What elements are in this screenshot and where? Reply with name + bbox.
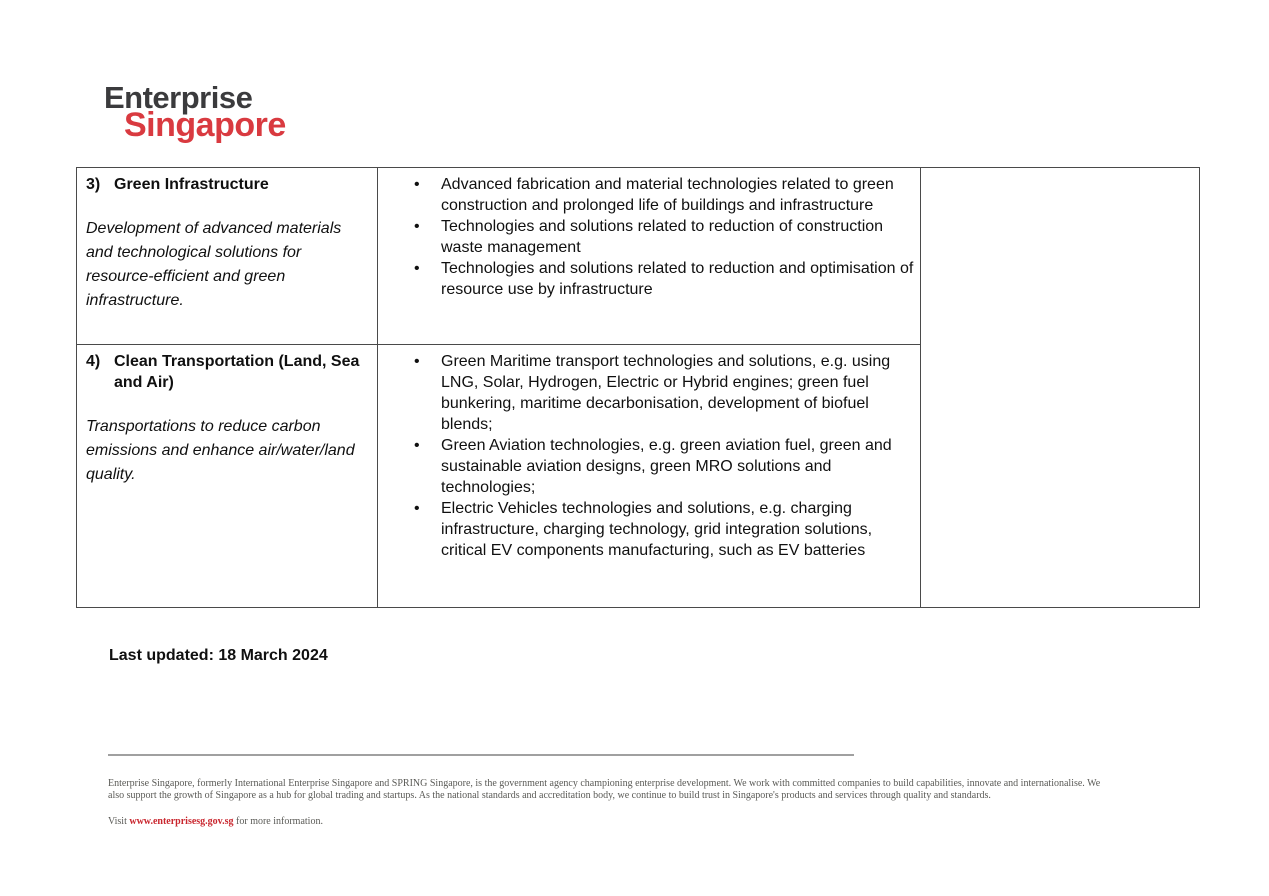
enterprisesg-link[interactable]: www.enterprisesg.gov.sg xyxy=(129,816,234,827)
category-description: Transportations to reduce carbon emissions and enhance air/water/land quality. xyxy=(86,418,355,483)
list-item xyxy=(378,351,915,435)
bullet-text: Advanced fabrication and material technologies related to green construction and prolonged life of buildings and infrastructure xyxy=(441,176,894,214)
technologies-cell xyxy=(378,345,921,608)
footer-about-line: Enterprise Singapore, formerly International Enterprise Singapore and SPRING Singapore, is the government agency championing enterprise development. We work with committed companies to build capabilities, innovate and internationalise. We xyxy=(108,778,1101,789)
footer-visit-line xyxy=(108,816,323,827)
technologies-cell xyxy=(378,168,921,345)
category-number: 4) xyxy=(86,353,101,370)
table-row xyxy=(77,168,1200,345)
list-item xyxy=(378,435,915,498)
visit-suffix: for more information. xyxy=(233,816,323,827)
bullet-list xyxy=(378,174,915,300)
bullet-icon: • xyxy=(414,176,420,193)
category-cell-green-infrastructure xyxy=(77,168,378,345)
category-title: Clean Transportation (Land, Sea and Air) xyxy=(114,353,360,391)
list-item xyxy=(378,174,915,216)
logo-word-enterprise: Enterprise xyxy=(104,80,253,115)
bullet-text: Green Aviation technologies, e.g. green aviation fuel, green and sustainable aviation designs, green MRO solutions and technologies; xyxy=(441,437,892,496)
green-sectors-table xyxy=(76,167,1200,608)
bullet-icon: • xyxy=(414,353,420,370)
category-cell-clean-transportation xyxy=(77,345,378,608)
bullet-text: Technologies and solutions related to reduction of construction waste management xyxy=(441,218,884,256)
bullet-list xyxy=(378,351,915,561)
bullet-icon: • xyxy=(414,500,420,517)
bullet-text: Technologies and solutions related to reduction and optimisation of resource use by infrastructure xyxy=(441,260,914,298)
bullet-icon: • xyxy=(414,218,420,235)
last-updated-label: Last updated: 18 March 2024 xyxy=(109,647,328,664)
bullet-icon: • xyxy=(414,260,420,277)
category-heading xyxy=(86,174,368,195)
bullet-icon: • xyxy=(414,437,420,454)
footer-about-text xyxy=(108,778,1208,801)
bullet-text: Green Maritime transport technologies and solutions, e.g. using LNG, Solar, Hydrogen, Electric or Hybrid engines; green fuel bunkering, maritime decarbonisation, development of biofuel blends; xyxy=(441,353,891,433)
category-description: Development of advanced materials and technological solutions for resource-efficient and green infrastructure. xyxy=(86,220,342,309)
category-title: Green Infrastructure xyxy=(114,176,269,193)
category-number: 3) xyxy=(86,176,101,193)
logo-word-singapore: Singapore xyxy=(124,106,286,144)
visit-prefix: Visit xyxy=(108,816,130,827)
category-heading xyxy=(86,351,368,393)
enterprise-singapore-logo xyxy=(104,82,286,142)
list-item xyxy=(378,498,915,561)
footer-about-line: also support the growth of Singapore as a hub for global trading and startups. As the national standards and accreditation body, we continue to build trust in Singapore's products and services through quality and standards. xyxy=(108,789,991,801)
empty-cell xyxy=(921,168,1200,608)
list-item xyxy=(378,216,915,258)
footer-divider xyxy=(108,754,854,756)
bullet-text: Electric Vehicles technologies and solutions, e.g. charging infrastructure, charging technology, grid integration solutions, critical EV components manufacturing, such as EV batteries xyxy=(441,500,873,559)
list-item xyxy=(378,258,915,300)
